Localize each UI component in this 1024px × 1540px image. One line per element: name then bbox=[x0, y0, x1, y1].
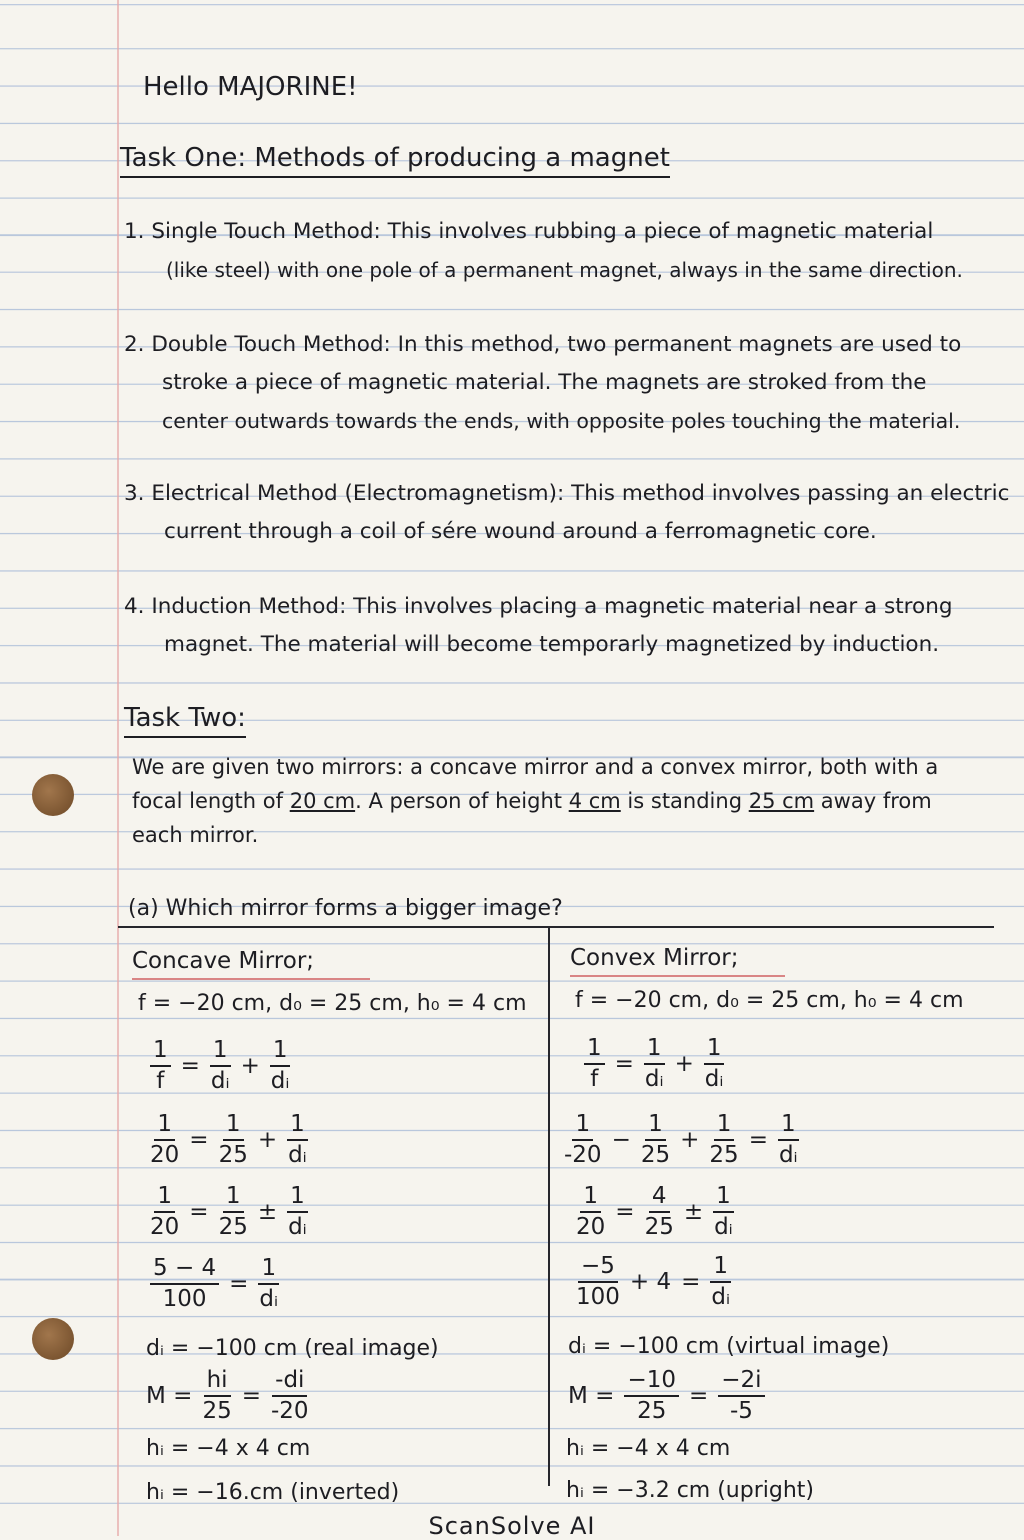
concave-eq-3: $\frac{1}{20}$ = $\frac{1}{25}$ ± $\frac{1}{\text{dᵢ}}$ bbox=[150, 1183, 307, 1241]
concave-eq-2: $\frac{1}{20}$ = $\frac{1}{25}$ + $\frac{1}{\text{dᵢ}}$ bbox=[150, 1111, 307, 1169]
convex-hi-1: hᵢ = −4 x 4 cm bbox=[566, 1436, 731, 1461]
concave-eq-4: $\frac{5 - 4}{100}$ = $\frac{1}{\text{dᵢ}}$ bbox=[150, 1256, 279, 1313]
convex-di: dᵢ = −100 cm (virtual image) bbox=[568, 1334, 890, 1359]
convex-eq-1: $\frac{1}{f}$ = $\frac{1}{\text{dᵢ}}$ + $\frac{1}{\text{dᵢ}}$ bbox=[584, 1036, 724, 1093]
concave-title: Concave Mirror; bbox=[132, 948, 315, 974]
concave-magnification: M = $\frac{hi}{25}$ = $\frac{-di}{-20}$ bbox=[146, 1367, 309, 1425]
task-one-heading: Task One: Methods of producing a magnet bbox=[120, 145, 670, 171]
greeting: Hello MAJORINE! bbox=[143, 72, 358, 102]
table-top-rule bbox=[118, 926, 994, 928]
concave-di: dᵢ = −100 cm (real image) bbox=[146, 1336, 439, 1361]
method-1: 1. Single Touch Method: This involves rubbing a piece of magnetic material (like steel) with one pole of a permanent magnet, always in the same direction. bbox=[124, 219, 963, 282]
convex-eq-4: −5 100 + 4 = $\frac{1}{\text{dᵢ}}$ bbox=[576, 1253, 731, 1311]
punch-hole bbox=[32, 774, 74, 816]
punch-hole bbox=[32, 1318, 74, 1360]
task-two-heading: Task Two: bbox=[124, 705, 246, 731]
convex-eq-2: 1 -20 − $\frac{1}{25}$ + $\frac{1}{25}$ = $\frac{1}{\text{dᵢ}}$ bbox=[564, 1111, 798, 1169]
method-3: 3. Electrical Method (Electromagnetism): This method involves passing an electric current through a coil of sére wound around a ferromagnetic core. bbox=[124, 481, 1010, 544]
concave-hi-1: hᵢ = −4 x 4 cm bbox=[146, 1436, 311, 1461]
task-two-problem: We are given two mirrors: a concave mirror and a convex mirror, both with a focal length of 20 cm. A person of height 4 cm is standing 25 cm away from each mirror. bbox=[132, 755, 939, 847]
method-4: 4. Induction Method: This involves placing a magnetic material near a strong magnet. The material will become temporarly magnetized by induction. bbox=[124, 594, 953, 657]
convex-magnification: M = $\frac{-10}{25}$ = $\frac{-2i}{-5}$ bbox=[568, 1368, 765, 1425]
column-divider bbox=[548, 926, 550, 1486]
concave-given: f = −20 cm, d₀ = 25 cm, h₀ = 4 cm bbox=[138, 991, 527, 1016]
concave-hi-2: hᵢ = −16.cm (inverted) bbox=[146, 1480, 400, 1505]
convex-title: Convex Mirror; bbox=[570, 945, 739, 971]
convex-given: f = −20 cm, d₀ = 25 cm, h₀ = 4 cm bbox=[575, 988, 964, 1013]
convex-hi-2: hᵢ = −3.2 cm (upright) bbox=[566, 1478, 814, 1503]
concave-title-underline bbox=[132, 978, 370, 980]
question-a: (a) Which mirror forms a bigger image? bbox=[128, 896, 563, 921]
concave-eq-1: $\frac{1}{f}$ = $\frac{1}{\text{dᵢ}}$ + $\frac{1}{\text{dᵢ}}$ bbox=[150, 1038, 290, 1095]
footer-watermark: ScanSolve AI bbox=[428, 1512, 596, 1540]
margin-line bbox=[117, 0, 119, 1536]
convex-title-underline bbox=[570, 975, 785, 977]
method-2: 2. Double Touch Method: In this method, two permanent magnets are used to stroke a piece of magnetic material. The magnets are stroked from the center outwards towards the ends, with opposite poles touching the material. bbox=[124, 332, 962, 433]
convex-eq-3: $\frac{1}{20}$ = $\frac{4}{25}$ ± $\frac{1}{\text{dᵢ}}$ bbox=[576, 1183, 733, 1241]
